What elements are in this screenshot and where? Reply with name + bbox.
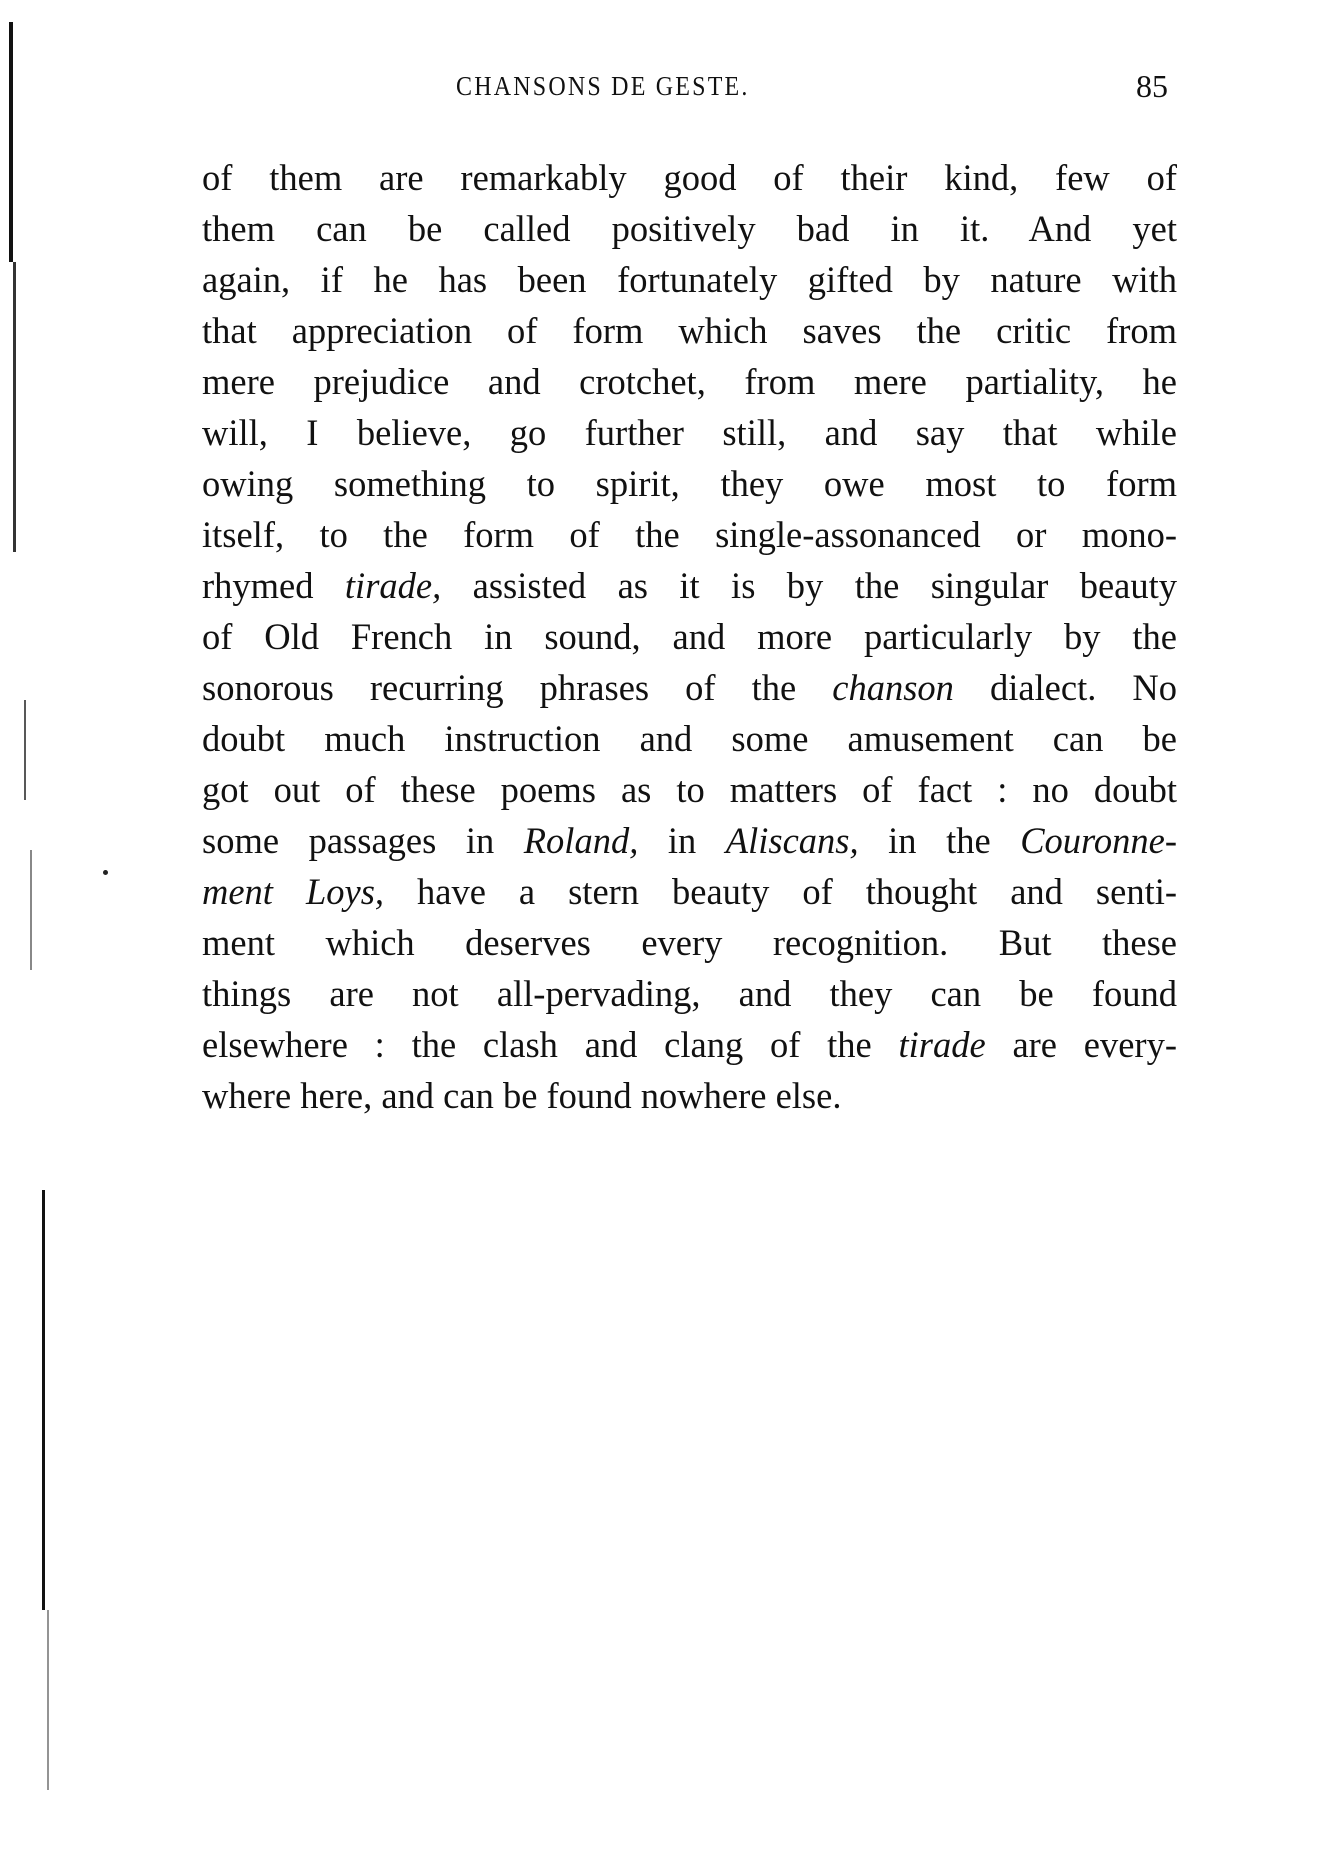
- italic-title: tirade: [898, 1024, 986, 1065]
- text-run: that appreciation of form which saves the critic from: [202, 310, 1177, 351]
- ink-speck: [103, 870, 108, 875]
- text-run: them can be called positively bad in it. And yet: [202, 208, 1177, 249]
- page-edge-line-bottom: [47, 1610, 49, 1790]
- text-run: doubt much instruction and some amusement can be: [202, 718, 1177, 759]
- text-line: [202, 611, 1177, 662]
- text-run: will, I believe, go further still, and say that while: [202, 412, 1177, 453]
- text-line: [202, 560, 1177, 611]
- text-line: [202, 152, 1177, 203]
- text-line: [202, 662, 1177, 713]
- text-line: [202, 458, 1177, 509]
- text-line: [202, 203, 1177, 254]
- text-line: [202, 866, 1177, 917]
- text-run: have a stern beauty of thought and senti-: [384, 871, 1177, 912]
- text-line: [202, 305, 1177, 356]
- text-run: sonorous recurring phrases of the: [202, 667, 833, 708]
- text-line: [202, 968, 1177, 1019]
- text-line: [202, 509, 1177, 560]
- page-edge-line-top: [9, 22, 13, 262]
- text-line: [202, 815, 1177, 866]
- running-head: [0, 68, 1324, 112]
- text-run: got out of these poems as to matters of fact : no doubt: [202, 769, 1177, 810]
- text-run: some passages in: [202, 820, 524, 861]
- text-run: mere prejudice and crotchet, from mere partiality, he: [202, 361, 1177, 402]
- text-run: itself, to the form of the single-assonanced or mono-: [202, 514, 1177, 555]
- body-paragraph: [202, 152, 1177, 1121]
- text-run: of Old French in sound, and more particularly by the: [202, 616, 1177, 657]
- italic-title: Roland,: [523, 820, 639, 861]
- text-run: things are not all-pervading, and they can be found: [202, 973, 1177, 1014]
- text-line: [202, 764, 1177, 815]
- text-run: in the: [858, 820, 1021, 861]
- text-line: [202, 1019, 1177, 1070]
- text-run: ment which deserves every recognition. But these: [202, 922, 1177, 963]
- italic-title: Aliscans,: [725, 820, 859, 861]
- italic-title: ment Loys,: [202, 871, 385, 912]
- page-edge-line-mid: [24, 700, 26, 800]
- text-run: of them are remarkably good of their kind, few of: [202, 157, 1177, 198]
- text-run: in: [638, 820, 726, 861]
- running-head-title: CHANSONS DE GESTE.: [456, 72, 750, 102]
- text-run: dialect. No: [953, 667, 1177, 708]
- text-run: where here, and can be found nowhere else.: [202, 1075, 842, 1116]
- page-edge-line-lower: [42, 1190, 45, 1610]
- text-run: owing something to spirit, they owe most to form: [202, 463, 1177, 504]
- page-edge-line-dotted: [30, 850, 32, 970]
- text-line: [202, 713, 1177, 764]
- text-run: assisted as it is by the singular beauty: [441, 565, 1177, 606]
- text-line: [202, 917, 1177, 968]
- text-line: [202, 1070, 1177, 1121]
- page-number: 85: [1136, 68, 1168, 104]
- text-line: [202, 254, 1177, 305]
- text-run: rhymed: [202, 565, 345, 606]
- text-run: again, if he has been fortunately gifted by nature with: [202, 259, 1177, 300]
- text-run: are every-: [985, 1024, 1177, 1065]
- italic-title: tirade,: [344, 565, 442, 606]
- italic-title: Couronne-: [1020, 820, 1177, 861]
- text-line: [202, 356, 1177, 407]
- page-edge-line-upper: [13, 262, 16, 552]
- text-line: [202, 407, 1177, 458]
- italic-title: chanson: [832, 667, 954, 708]
- text-run: elsewhere : the clash and clang of the: [202, 1024, 899, 1065]
